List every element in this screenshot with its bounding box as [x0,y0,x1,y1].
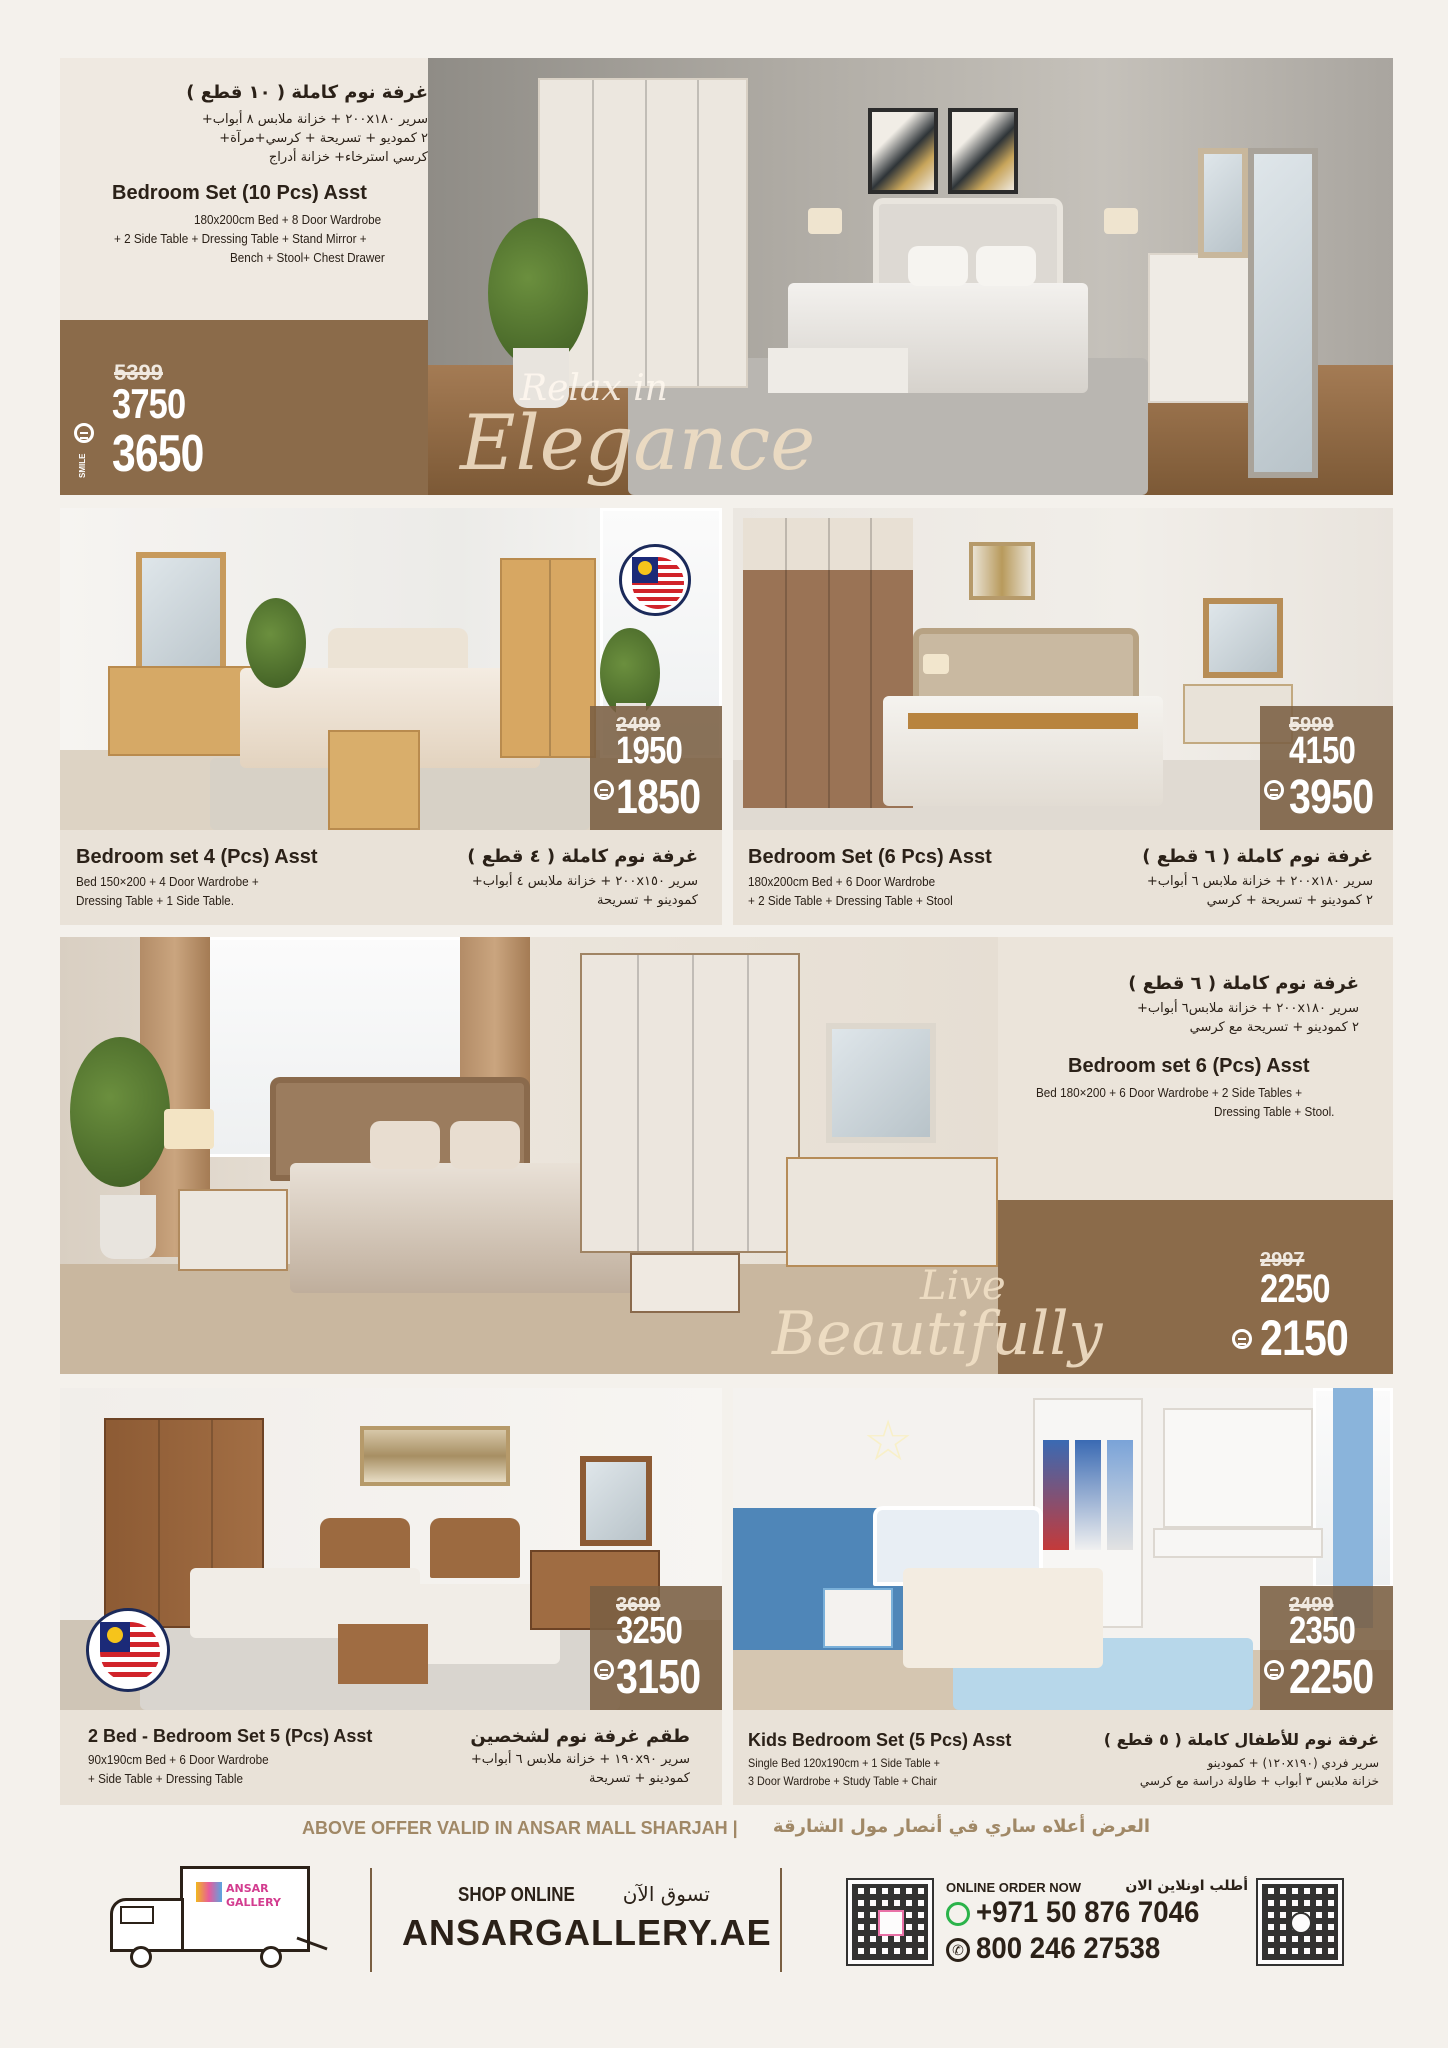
art-frame-4 [360,1426,510,1486]
hero-desc-ar-2: ٢ كموديو + تسريحة + كرسي+مرآة+ [219,131,428,146]
dirham-icon [1264,1660,1284,1680]
set-a-panel [60,508,722,925]
dirham-icon [1232,1329,1252,1349]
set-b-desc-ar-2: ٢ كمودينو + تسريحة + كرسي [1206,893,1373,908]
phone-number[interactable]: 800 246 27538 [976,1932,1161,1965]
order-online-label: ONLINE ORDER NOW [946,1880,1082,1895]
set-e-price-old: 2499 [1289,1594,1334,1616]
set-c-desc-ar-2: ٢ كمودينو + تسريحة مع كرسي [1189,1020,1359,1035]
art-frame-3 [969,542,1035,600]
dirham-icon [594,780,614,800]
set-d-price-mid: 3250 [616,1610,683,1652]
set-c-price-mid: 2250 [1260,1267,1330,1311]
shop-online-label-ar: تسوق الآن [622,1882,710,1906]
set-b-desc-en-2: + 2 Side Table + Dressing Table + Stool [748,893,953,908]
set-d-price-new: 3150 [616,1651,701,1704]
star-decor: ☆ [863,1409,914,1472]
offer-validity-en: ABOVE OFFER VALID IN ANSAR MALL SHARJAH | [302,1818,738,1838]
set-c-title-ar: غرفة نوم كاملة ( ٦ قطع ) [1128,973,1359,994]
set-d-desc-ar-2: كمودينو + تسريحة [589,1771,690,1786]
qr-code-whatsapp[interactable] [1258,1880,1342,1964]
set-c-price-new: 2150 [1260,1310,1348,1366]
set-d-title-en: 2 Bed - Bedroom Set 5 (Pcs) Asst [88,1726,373,1746]
set-b-price-new: 3950 [1289,771,1374,824]
set-d-desc-en-1: 90x190cm Bed + 6 Door Wardrobe [88,1752,269,1767]
made-in-malaysia-badge [86,1608,170,1692]
hero-price-mid: 3750 [112,380,186,427]
set-e-desc-en-1: Single Bed 120x190cm + 1 Side Table + [748,1756,940,1770]
set-b-price-old: 5999 [1289,714,1334,736]
set-c-script-2: Beautifully [772,1299,1103,1369]
delivery-truck-logo [100,1862,330,1970]
smile-logo: SMILE [78,453,87,478]
whatsapp-icon [946,1902,970,1926]
set-e-desc-ar-1: سرير فردي (١٢٠x١٩٠) + كمودينو [1207,1756,1379,1770]
set-b-desc-ar-1: سرير ٢٠٠x١٨٠ + خزانة ملابس ٦ أبواب+ [1146,874,1373,889]
set-b-panel [733,508,1393,925]
website-link[interactable]: ANSARGALLERY.AE [402,1912,772,1953]
logo-text-1: ANSAR [226,1882,269,1895]
art-frame-1 [868,108,938,194]
set-a-title-en: Bedroom set 4 (Pcs) Asst [76,846,318,868]
hero-desc-ar-3: كرسي استرخاء+ خزانة أدراج [268,150,428,165]
set-a-desc-en-1: Bed 150×200 + 4 Door Wardrobe + [76,874,259,889]
set-d-price-old: 3699 [616,1594,661,1616]
dirham-icon [594,1660,614,1680]
set-e-desc-en-2: 3 Door Wardrobe + Study Table + Chair [748,1774,938,1788]
hero-desc-en-3: Bench + Stool+ Chest Drawer [230,250,385,265]
set-a-price-new: 1850 [616,771,701,824]
logo-text-2: GALLERY [226,1896,281,1909]
set-b-title-ar: غرفة نوم كاملة ( ٦ قطع ) [1142,846,1373,867]
set-e-desc-ar-2: خزانة ملابس ٣ أبواب + طاولة دراسة مع كرسي [1139,1774,1379,1788]
set-c-script-1: Live [920,1263,1006,1309]
phone-icon: ✆ [946,1938,970,1962]
shop-online-label: SHOP ONLINE [458,1884,575,1906]
set-c-desc-ar-1: سرير ٢٠٠x١٨٠ + خزانة ملابس٦ أبواب+ [1136,1001,1359,1016]
hero-title-ar: غرفة نوم كاملة ( ١٠ قطع ) [186,82,428,103]
order-online-label-ar: أطلب اونلاين الان [1125,1878,1248,1894]
footer-divider-1 [370,1868,372,1972]
set-a-price-mid: 1950 [616,730,683,772]
footer-divider-2 [780,1868,782,1972]
set-d-desc-ar-1: سرير ١٩٠x٩٠ + خزانة ملابس ٦ أبواب+ [470,1752,690,1767]
set-c-price-old: 2997 [1260,1249,1305,1271]
set-b-desc-en-1: 180x200cm Bed + 6 Door Wardrobe [748,874,936,889]
hero-desc-en-2: + 2 Side Table + Dressing Table + Stand Mirror + [114,231,367,246]
hero-panel [60,58,1393,495]
dirham-icon [74,423,94,443]
set-c-panel [60,937,1393,1374]
set-c-desc-en-1: Bed 180×200 + 6 Door Wardrobe + 2 Side Tables + [1036,1085,1303,1100]
set-e-title-ar: غرفة نوم للأطفال كاملة ( ٥ قطع ) [1103,1730,1379,1749]
dirham-icon [1264,780,1284,800]
set-b-title-en: Bedroom Set (6 Pcs) Asst [748,846,992,868]
hero-desc-en-1: 180x200cm Bed + 8 Door Wardrobe [194,212,382,227]
hero-price-old: 5399 [114,360,163,385]
set-a-desc-ar-1: سرير ٢٠٠x١٥٠ + خزانة ملابس ٤ أبواب+ [471,874,698,889]
whatsapp-number[interactable]: +971 50 876 7046 [976,1896,1200,1929]
set-a-desc-en-2: Dressing Table + 1 Side Table. [76,893,234,908]
offer-validity-ar: العرض أعلاه ساري في أنصار مول الشارقة [772,1816,1150,1837]
set-c-title-en: Bedroom set 6 (Pcs) Asst [1068,1055,1310,1077]
hero-script-1: Relax in [520,368,668,409]
art-frame-2 [948,108,1018,194]
set-e-title-en: Kids Bedroom Set (5 Pcs) Asst [748,1730,1012,1750]
set-c-desc-en-2: Dressing Table + Stool. [1214,1104,1335,1119]
set-e-price-new: 2250 [1289,1651,1374,1704]
set-e-panel [733,1388,1393,1805]
set-d-title-ar: طقم غرفة نوم لشخصين [470,1726,690,1747]
set-d-desc-en-2: + Side Table + Dressing Table [88,1771,244,1786]
set-e-price-mid: 2350 [1289,1610,1356,1652]
hero-title-en: Bedroom Set (10 Pcs) Asst [112,182,367,204]
set-a-desc-ar-2: كمودينو + تسريحة [597,893,698,908]
hero-price-new: 3650 [112,425,204,483]
set-a-price-old: 2499 [616,714,661,736]
hero-script-2: Elegance [460,398,816,487]
made-in-malaysia-badge [619,544,691,616]
qr-code-website[interactable] [848,1880,932,1964]
set-d-panel [60,1388,722,1805]
set-a-title-ar: غرفة نوم كاملة ( ٤ قطع ) [467,846,698,867]
set-b-price-mid: 4150 [1289,730,1356,772]
hero-desc-ar-1: سرير ٢٠٠x١٨٠ + خزانة ملابس ٨ أبواب+ [201,112,428,127]
